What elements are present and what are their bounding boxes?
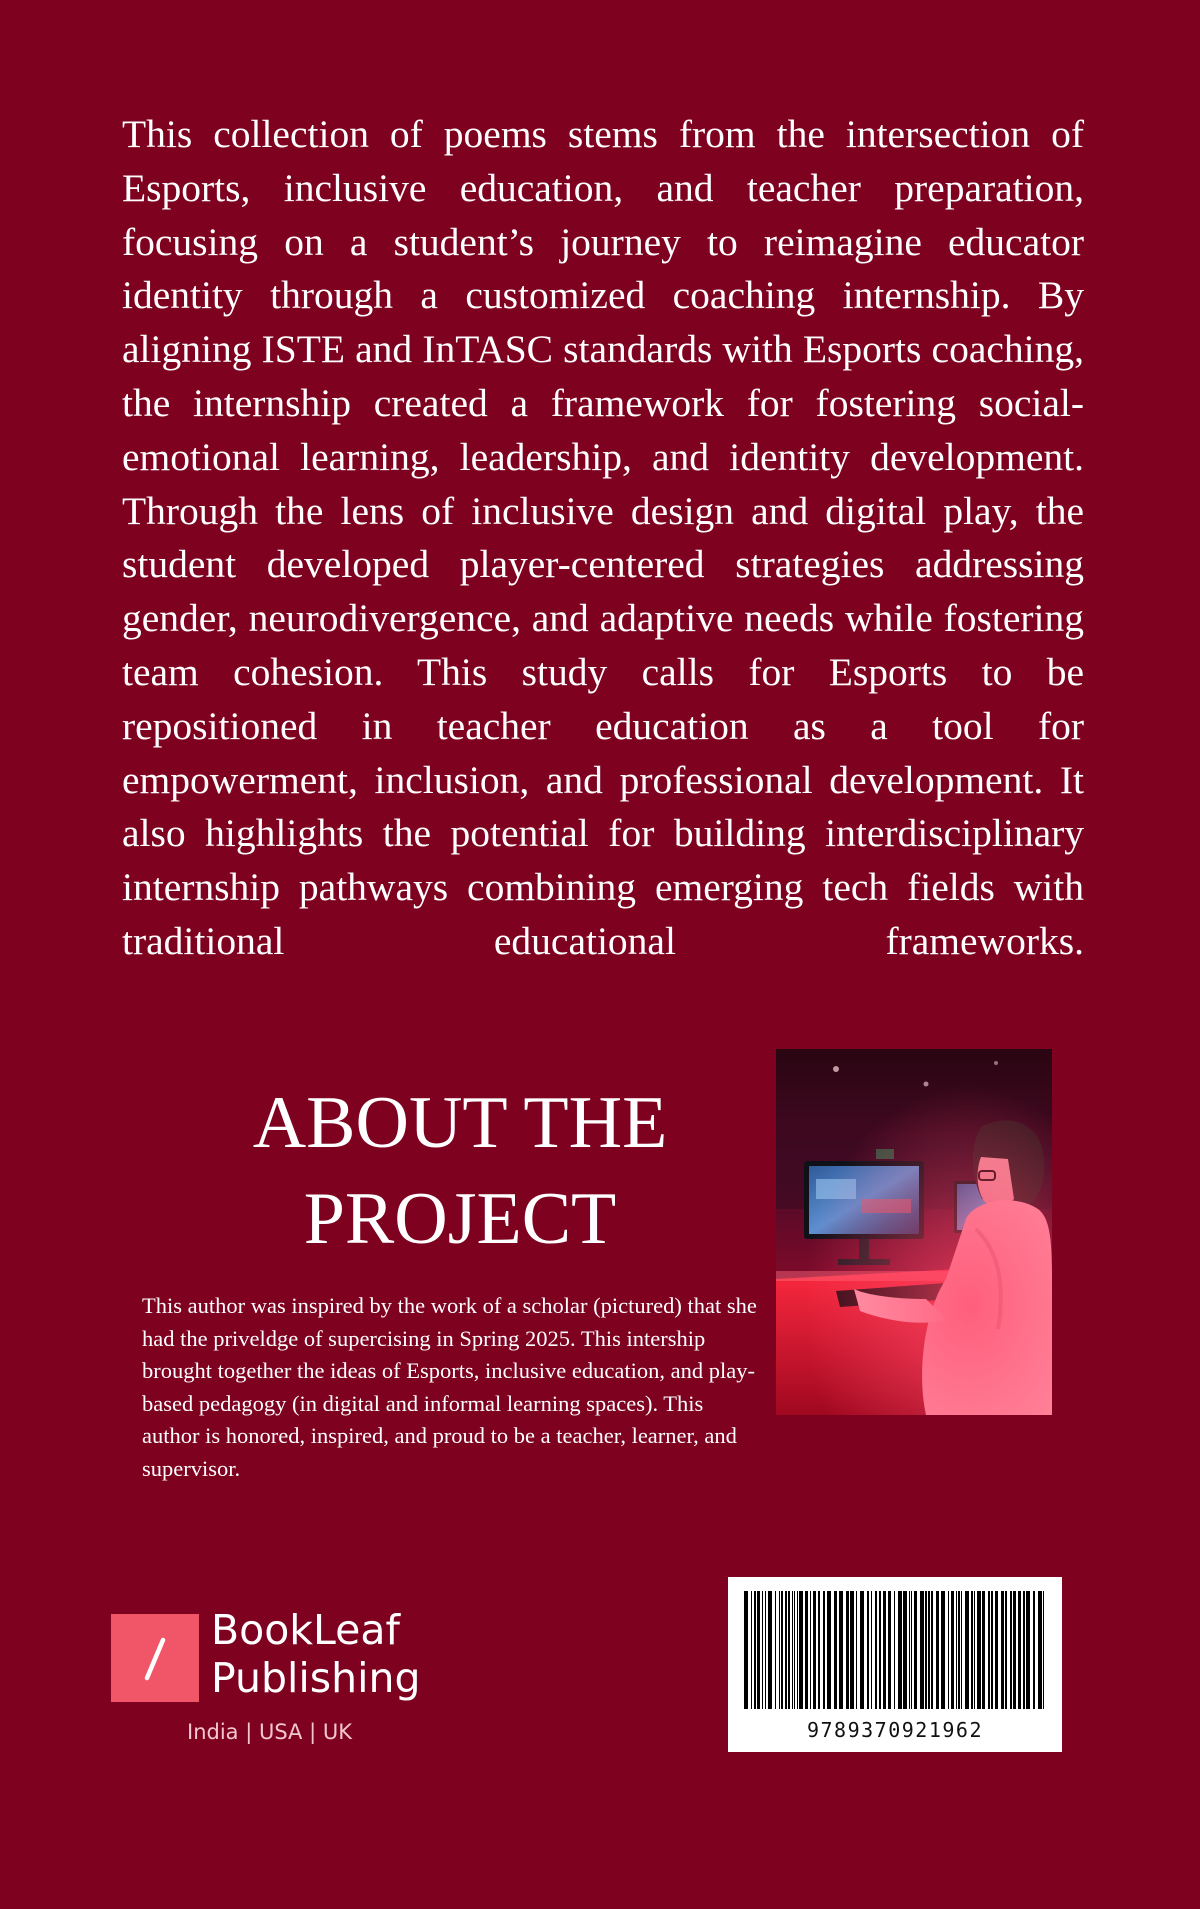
- barcode-bar: [1023, 1591, 1025, 1709]
- barcode-bar: [883, 1591, 886, 1709]
- barcode-bar: [941, 1591, 945, 1709]
- publisher-name-line-1: BookLeaf: [211, 1606, 400, 1654]
- barcode-bar: [1033, 1591, 1035, 1709]
- barcode-bar: [768, 1591, 772, 1709]
- barcode-bar: [856, 1591, 857, 1709]
- isbn-number: 9789370921962: [806, 1718, 984, 1742]
- barcode-bar: [754, 1591, 756, 1709]
- barcode-bar: [991, 1591, 993, 1709]
- barcode-bar: [931, 1591, 933, 1709]
- barcode-bar: [1026, 1591, 1030, 1709]
- barcode-bar: [903, 1591, 907, 1709]
- barcode-bar: [911, 1591, 912, 1709]
- publisher-logo: [111, 1606, 451, 1764]
- scholar-photo: [776, 1049, 1052, 1415]
- barcode-bar: [909, 1591, 910, 1709]
- barcode-bar: [948, 1591, 949, 1709]
- barcode-bar: [781, 1591, 783, 1709]
- barcode-bar: [871, 1591, 872, 1709]
- barcode-bar: [920, 1591, 924, 1709]
- barcode-bar: [792, 1591, 793, 1709]
- barcode-bar: [818, 1591, 820, 1709]
- barcode-bar: [995, 1591, 998, 1709]
- barcode-bar: [757, 1591, 760, 1709]
- about-heading: [160, 1075, 760, 1267]
- barcode-bar: [875, 1591, 877, 1709]
- barcode-bar: [956, 1591, 957, 1709]
- barcode-bar: [914, 1591, 917, 1709]
- barcode-bar: [797, 1591, 798, 1709]
- barcode-bar: [971, 1591, 973, 1709]
- barcode-bar: [762, 1591, 763, 1709]
- leaf-slash-icon: [111, 1614, 199, 1702]
- barcode-bar: [1038, 1591, 1042, 1709]
- barcode-bar: [765, 1591, 766, 1709]
- barcode-bar: [977, 1591, 981, 1709]
- about-heading-line-2: PROJECT: [303, 1178, 617, 1260]
- barcode-bar: [867, 1591, 869, 1709]
- barcode-bar: [988, 1591, 990, 1709]
- barcode-bar: [744, 1591, 748, 1709]
- gaming-scene-illustration: [776, 1049, 1052, 1415]
- barcode-bar: [1005, 1591, 1007, 1709]
- barcode-bar: [785, 1591, 787, 1709]
- barcode-bar: [799, 1591, 803, 1709]
- barcode-bar: [751, 1591, 752, 1709]
- barcode-bar: [839, 1591, 843, 1709]
- barcode-bar: [888, 1591, 891, 1709]
- barcode-bar: [965, 1591, 969, 1709]
- barcode-bar: [928, 1591, 930, 1709]
- publisher-name-line-2: Publishing: [211, 1654, 421, 1702]
- barcode-bar: [879, 1591, 881, 1709]
- barcode-bar: [805, 1591, 808, 1709]
- barcode-bar: [834, 1591, 837, 1709]
- barcode-bar: [1010, 1591, 1012, 1709]
- barcode-bar: [951, 1591, 954, 1709]
- barcode-bar: [925, 1591, 927, 1709]
- barcode-bar: [779, 1591, 780, 1709]
- barcode-bar: [860, 1591, 864, 1709]
- publisher-regions: India | USA | UK: [187, 1720, 352, 1744]
- barcode-bar: [1043, 1591, 1044, 1709]
- barcode-bar: [775, 1591, 776, 1709]
- barcode-bar: [898, 1591, 902, 1709]
- barcode-bar: [958, 1591, 960, 1709]
- isbn-barcode: [728, 1577, 1062, 1752]
- barcode-bar: [813, 1591, 816, 1709]
- barcode-bar: [788, 1591, 790, 1709]
- about-text: This author was inspired by the work of a scholar (pictured) that she had the priveldge of supercising in Spring 2025. This intership brought together the ideas of Esports, inclusive education, and play-based pedagogy (in digital and informal learning spaces). This author is honored, inspired, and proud to be a teacher, learner, and supervisor.: [142, 1293, 757, 1481]
- barcode-bar: [1018, 1591, 1021, 1709]
- barcode-bar: [794, 1591, 795, 1709]
- barcode-bar: [850, 1591, 854, 1709]
- barcode-bar: [810, 1591, 811, 1709]
- barcode-bar: [823, 1591, 825, 1709]
- book-description: This collection of poems stems from the intersection of Esports, inclusive education, and teacher preparation, focusing on a student’s journey to reimagine educator identity through a customized coaching internship. By aligning ISTE and InTASC standards with Esports coaching, the internship created a framework for fostering social-emotional learning, leadership, and identity development. Through the lens of inclusive design and digital play, the student developed player-centered strategies addressing gender, neurodivergence, and adaptive needs while fostering team cohesion. This study calls for Esports to be repositioned in teacher education as a tool for empowerment, inclusion, and professional development. It also highlights the potential for building interdisciplinary internship pathways combining emerging tech fields with traditional educational frameworks.: [122, 112, 1084, 963]
- barcode-bar: [974, 1591, 975, 1709]
- about-heading-line-1: ABOUT THE: [252, 1082, 668, 1164]
- barcode-bar: [936, 1591, 939, 1709]
- barcode-bar: [827, 1591, 831, 1709]
- barcode-bar: [894, 1591, 895, 1709]
- barcode-bar: [846, 1591, 849, 1709]
- barcode-bar: [961, 1591, 962, 1709]
- barcode-bar: [982, 1591, 985, 1709]
- publisher-name: [211, 1606, 421, 1702]
- barcode-bar: [1013, 1591, 1016, 1709]
- barcode-bar: [1001, 1591, 1004, 1709]
